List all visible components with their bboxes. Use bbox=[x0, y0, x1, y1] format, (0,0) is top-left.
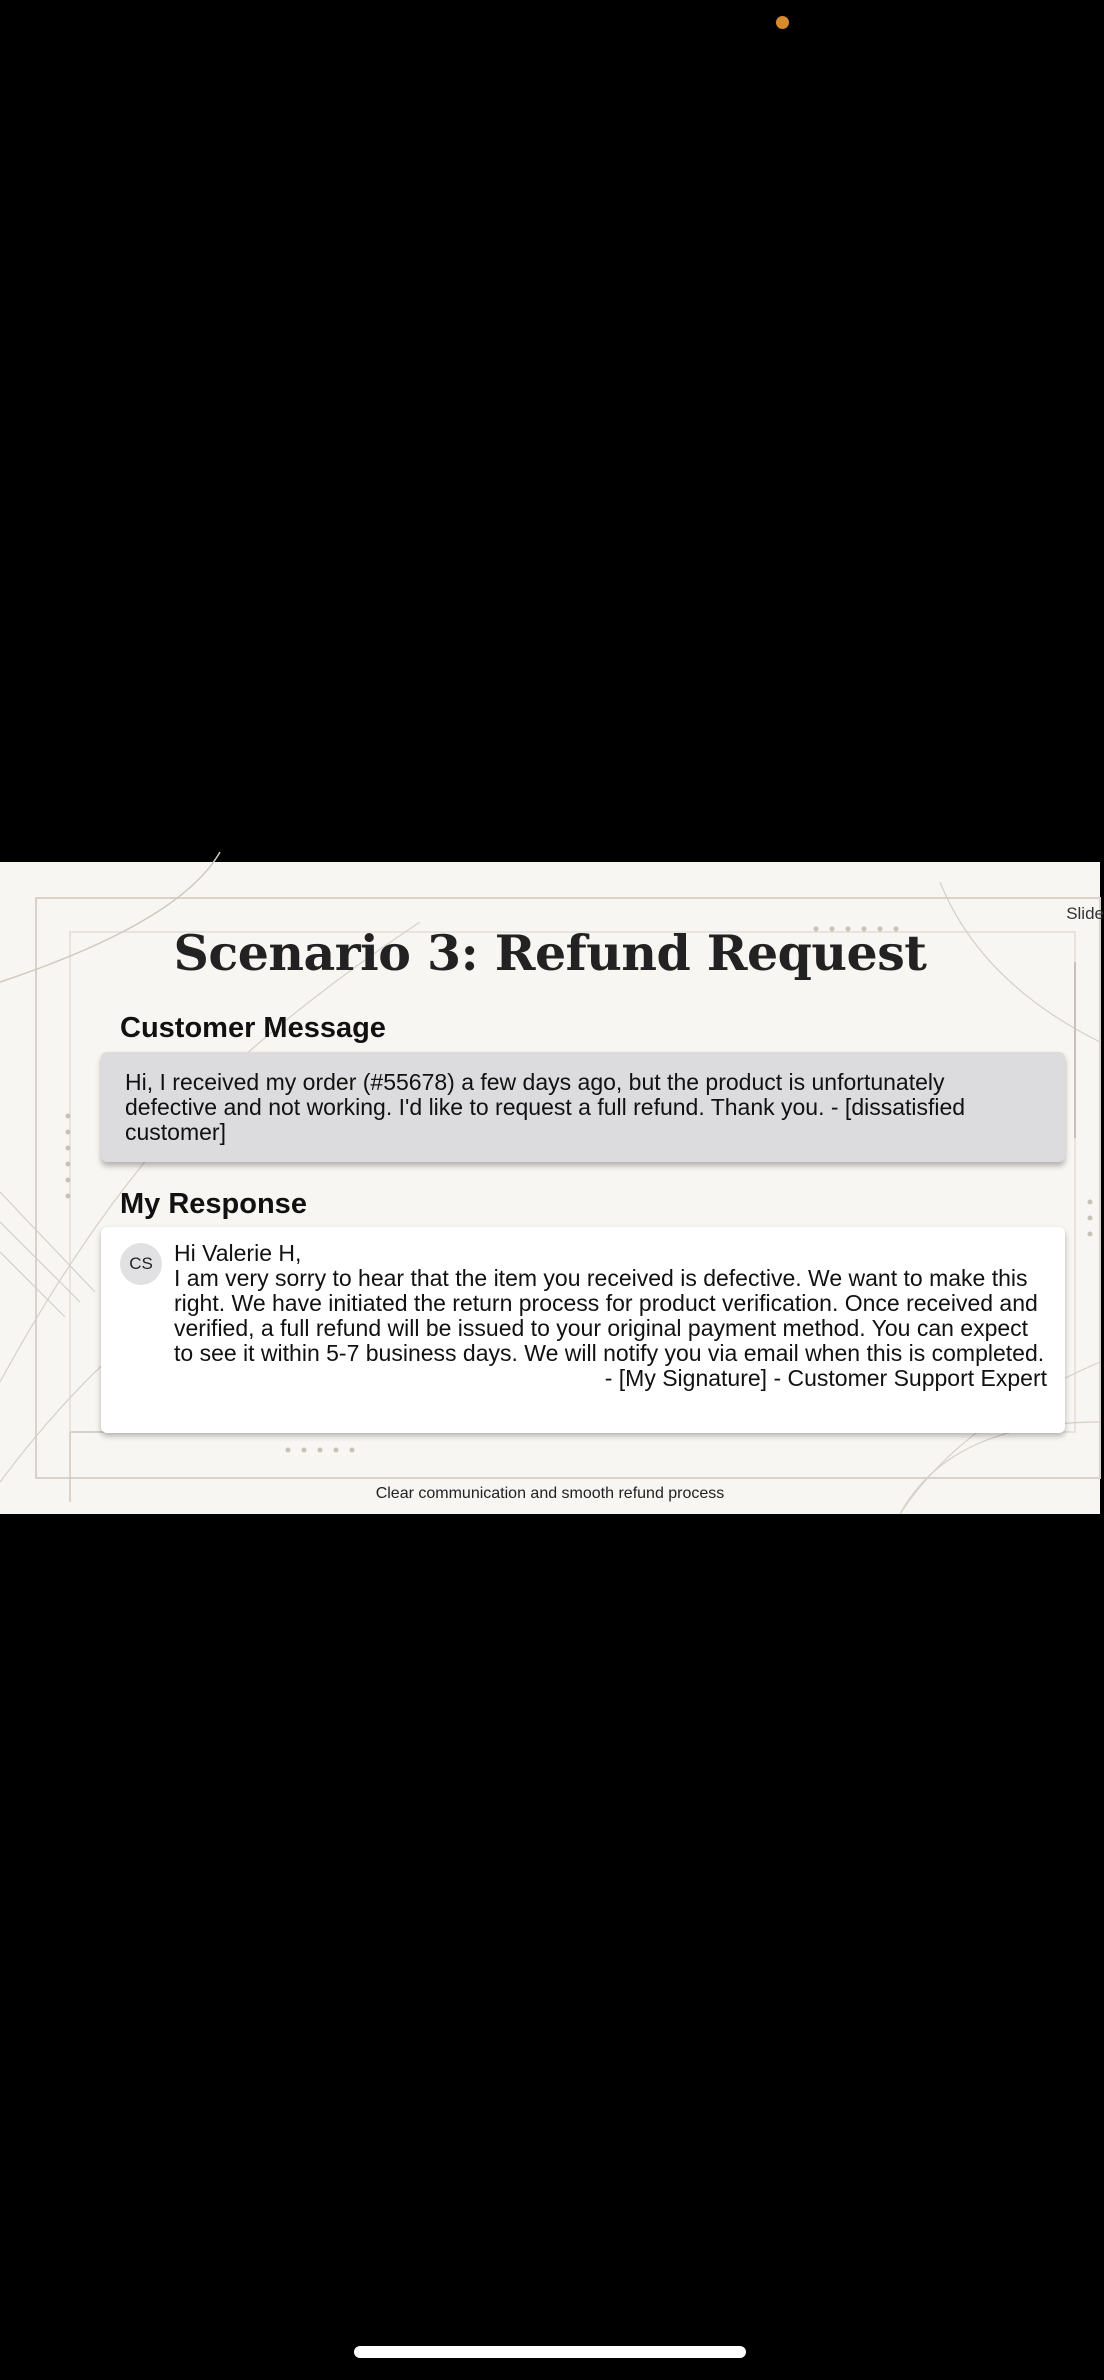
response-content bbox=[174, 1241, 1047, 1391]
response-signature: - [My Signature] - Customer Support Expert bbox=[604, 1365, 1047, 1391]
presentation-slide bbox=[0, 862, 1104, 1514]
slide-title: Scenario 3: Refund Request bbox=[173, 924, 927, 982]
camera-indicator-dot bbox=[776, 16, 789, 29]
home-indicator[interactable] bbox=[354, 2346, 746, 2358]
my-response-heading: My Response bbox=[120, 1188, 307, 1220]
avatar: CS bbox=[120, 1243, 162, 1285]
response-greeting: Hi Valerie H, bbox=[174, 1240, 302, 1266]
customer-message-heading: Customer Message bbox=[120, 1012, 386, 1044]
slide-label: Slide bbox=[1066, 904, 1104, 923]
response-body-text: I am very sorry to hear that the item you received is defective. We want to make this right. We have initiated the return process for product verification. Once received and verified, a full refund will be issued to your original payment method. You can expect to see it within 5-7 business days. We will notify you via email when this is completed. bbox=[174, 1265, 1045, 1366]
response-card bbox=[101, 1227, 1065, 1433]
slide-caption: Clear communication and smooth refund process bbox=[375, 1485, 725, 1502]
customer-message-card bbox=[101, 1052, 1065, 1162]
customer-message-text: Hi, I received my order (#55678) a few days ago, but the product is unfortunately defective and not working. I'd like to request a full refund. Thank you. - [dissatisfied customer] bbox=[125, 1069, 966, 1145]
